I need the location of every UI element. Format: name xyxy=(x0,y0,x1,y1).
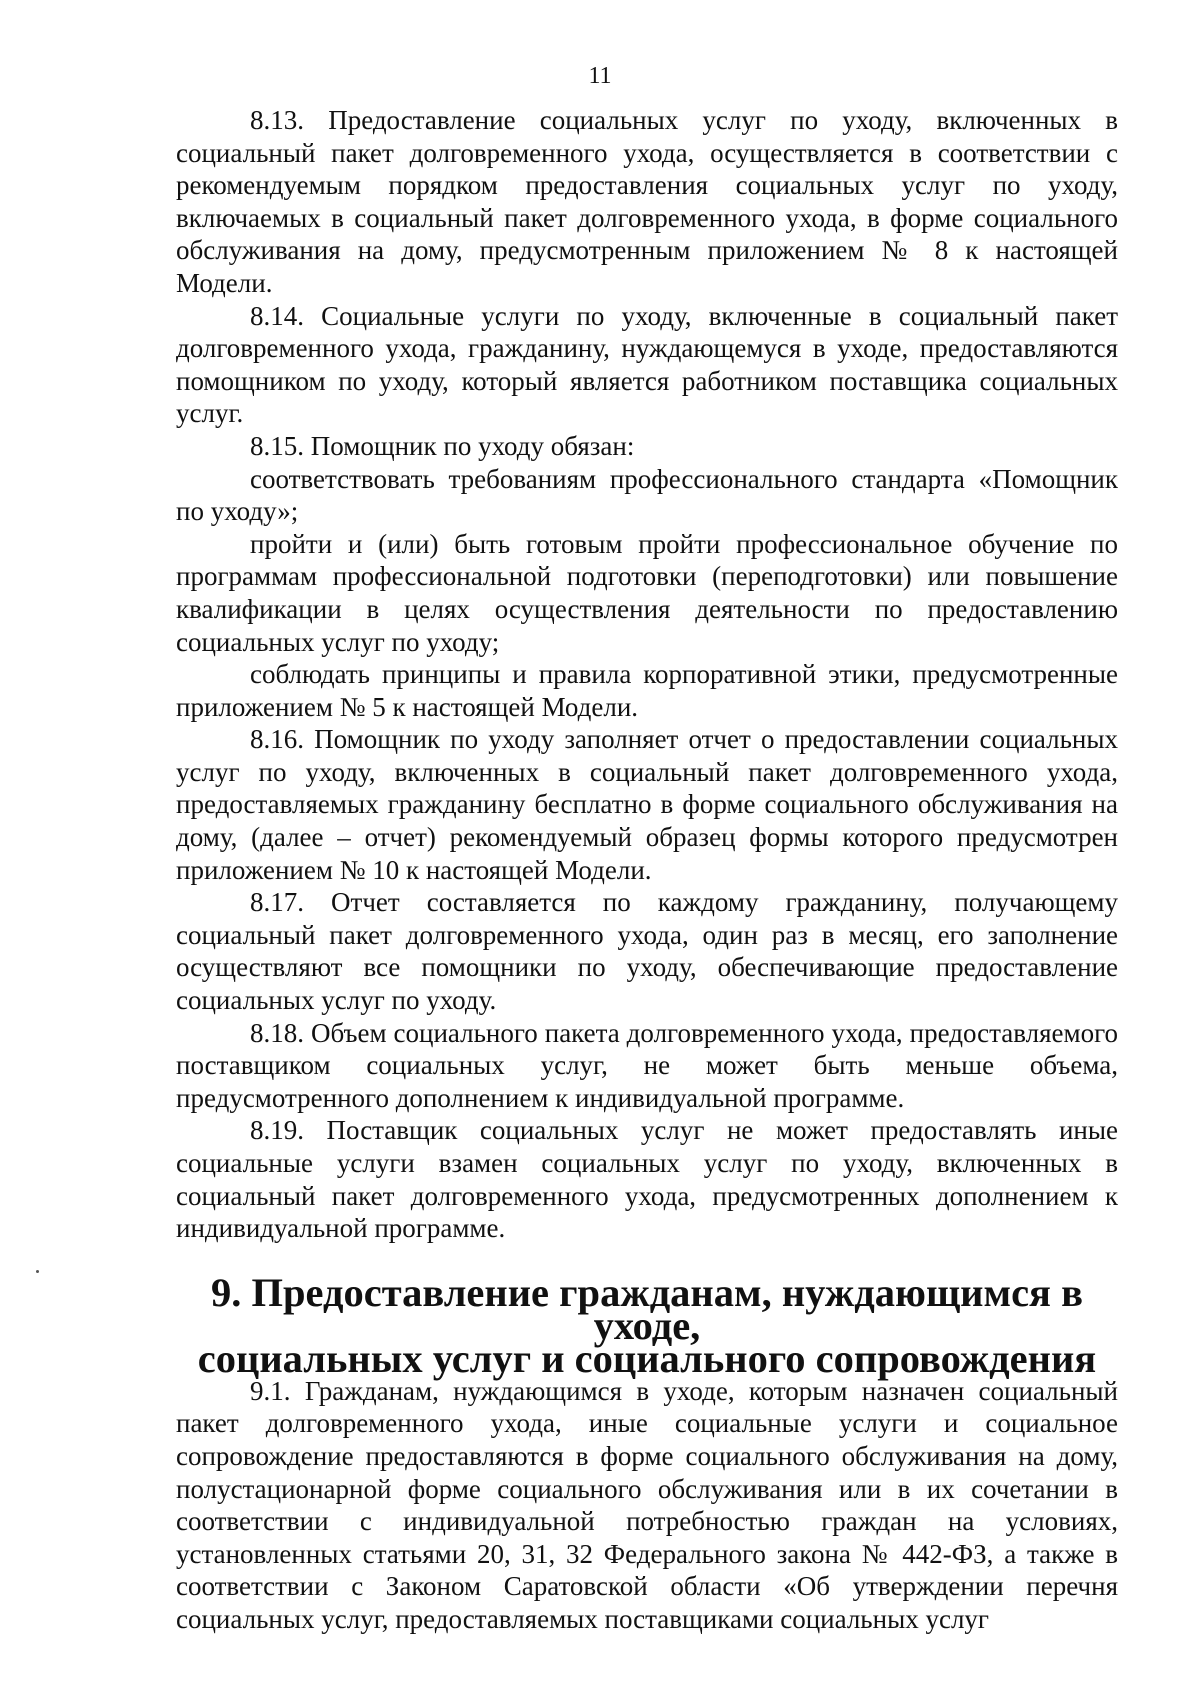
document-body xyxy=(176,104,1118,1636)
paragraph-8-15-item-1: соответствовать требованиям профессионального стандарта «Помощник по уходу»; xyxy=(176,463,1118,527)
paragraph-8-14: 8.14. Социальные услуги по уходу, включенные в социальный пакет долговременного ухода, гражданину, нуждающемуся в уходе, предоставляются помощником по уходу, который является работником поставщика социальных услуг. xyxy=(176,300,1118,429)
paragraph-9-1: 9.1. Гражданам, нуждающимся в уходе, которым назначен социальный пакет долговременного ухода, иные социальные услуги и социальное сопровождение предоставляются в форме социального обслуживания на дому, полустационарной форме социального обслуживания или в их сочетании в соответствии с индивидуальной потребностью граждан на условиях, установленных статьями 20, 31, 32 Федерального закона № 442-ФЗ, а также в соответствии с Законом Саратовской области «Об утверждении перечня социальных услуг, предоставляемых поставщиками социальных услуг xyxy=(176,1375,1118,1634)
paragraph-8-15-item-2: пройти и (или) быть готовым пройти профессиональное обучение по программам профессиональной подготовки (переподготовки) или повышение квалификации в целях осуществления деятельности по предоставлению социальных услуг по уходу; xyxy=(176,528,1118,657)
paragraph-8-16: 8.16. Помощник по уходу заполняет отчет о предоставлении социальных услуг по уходу, включенных в социальный пакет долговременного ухода, предоставляемых гражданину бесплатно в форме социального обслуживания на дому, (далее – отчет) рекомендуемый образец формы которого предусмотрен приложением № 10 к настоящей Модели. xyxy=(176,724,1118,885)
section-9-heading-line-1: 9. Предоставление гражданам, нуждающимся в уходе, xyxy=(211,1269,1083,1348)
section-9-heading-line-2: социальных услуг и социального сопровождения xyxy=(197,1335,1097,1381)
paragraph-8-15-item-3: соблюдать принципы и правила корпоративной этики, предусмотренные приложением № 5 к настоящей Модели. xyxy=(176,659,1118,722)
section-9-heading xyxy=(176,1269,1118,1381)
paragraph-8-18: 8.18. Объем социального пакета долговременного ухода, предоставляемого поставщиком социальных услуг, не может быть меньше объема, предусмотренного дополнением к индивидуальной программе. xyxy=(176,1017,1118,1113)
paragraph-8-13: 8.13. Предоставление социальных услуг по уходу, включенных в социальный пакет долговременного ухода, осуществляется в соответствии с рекомендуемым порядком предоставления социальных услуг по уходу, включаемых в социальный пакет долговременного ухода, в форме социального обслуживания на дому, предусмотренным приложением № 8 к настоящей Модели. xyxy=(176,105,1118,298)
scan-speck xyxy=(36,1270,39,1273)
paragraph-8-15: 8.15. Помощник по уходу обязан: xyxy=(250,430,635,461)
paragraph-8-19: 8.19. Поставщик социальных услуг не может предоставлять иные социальные услуги взамен социальных услуг по уходу, включенных в социальный пакет долговременного ухода, предусмотренных дополнением к индивидуальной программе. xyxy=(176,1115,1118,1244)
paragraph-8-17: 8.17. Отчет составляется по каждому гражданину, получающему социальный пакет долговременного ухода, один раз в месяц, его заполнение осуществляют все помощники по уходу, обеспечивающие предоставление социальных услуг по уходу. xyxy=(176,887,1118,1016)
page-number: 11 xyxy=(588,63,612,89)
